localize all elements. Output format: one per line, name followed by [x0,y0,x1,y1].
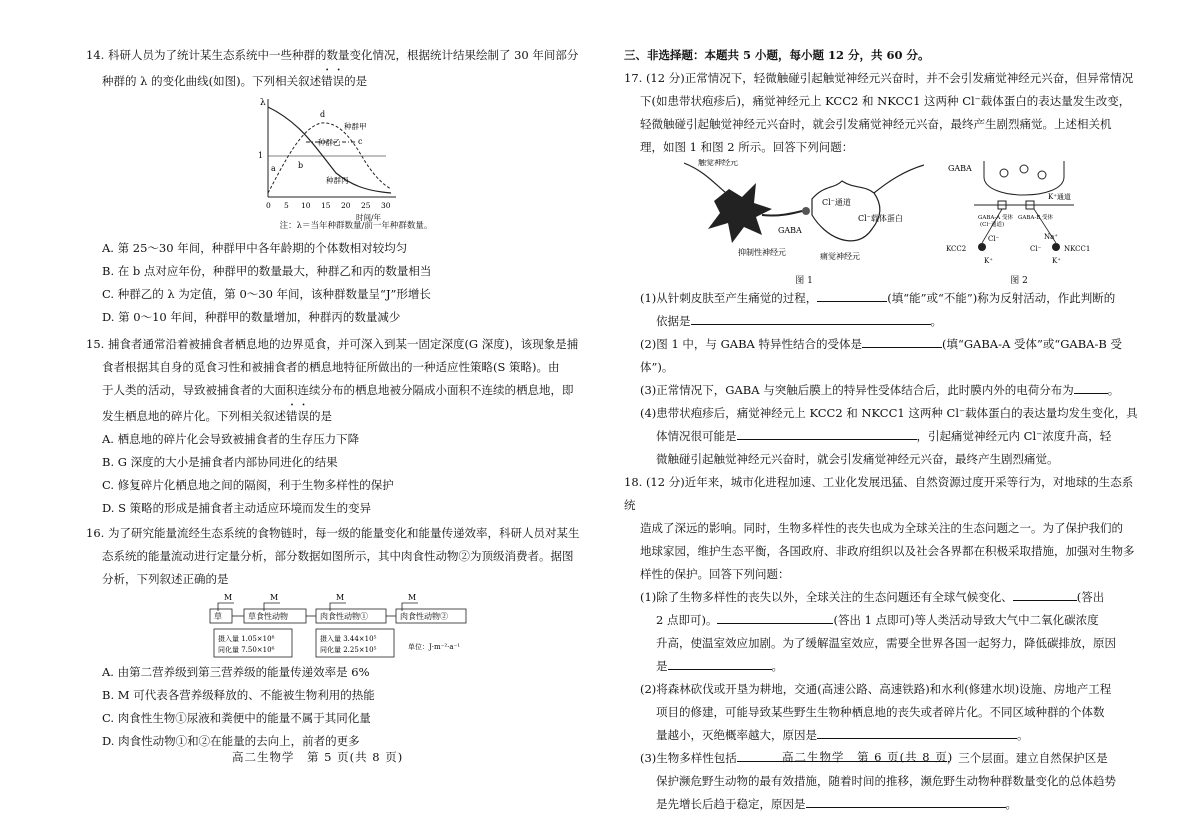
q17-sub4-line2: 体情况很可能是 ，引起痛觉神经元内 Cl⁻浓度升高，轻 [656,429,1112,443]
x-axis-label: 时间/年 [356,213,382,222]
fig2-caption: 图 2 [1010,276,1028,286]
q14-chart-svg [246,93,446,223]
q17-line2: 下(如患带状疱疹后)，痛觉神经元上 KCC2 和 NKCC1 这两种 Cl⁻载体蛋白的表达量发生改变， [640,94,1131,108]
q17-sub1-line1: (1)从针刺皮肤至产生痛觉的过程， (填“能”或“不能”)称为反射活动，作此判断的 [640,291,1116,305]
q16-option-d[interactable]: D. 肉食性动物①和②在能量的去向上，前者的更多 [102,734,360,748]
q18-sub1-line3: 升高，使温室效应加剧。为了缓解温室效应，需要全世界各国一起努力，降低碳排放，原因 [656,636,1116,650]
unit-label: 单位：J·m⁻²·a⁻¹ [408,643,461,651]
node-herbivore: 草食性动物 [248,612,288,621]
q17-line3: 轻微触碰引起触觉神经元兴奋时，就会引发痛觉神经元兴奋，最终产生剧烈痛觉。上述相关机 [640,117,1112,131]
x-tick-15: 15 [321,201,331,210]
fig1-label-cl-channel: Cl⁻通道 [822,198,851,207]
q14-emphasis: 错误 [321,74,345,88]
fig2-label-gaba-a: GABA-A 受体 [978,215,1013,221]
q16-option-b[interactable]: B. M 可代表各营养级释放的、不能被生物利用的热能 [102,688,375,702]
fig2-label-k-channel: K⁺通道 [1048,193,1071,201]
node-carnivore1: 肉食性动物① [320,612,368,621]
q18-sub3-line3: 是先增长后趋于稳定，原因是 。 [656,797,1017,811]
fig1-synapse [802,207,810,215]
m-label-3: M [336,593,345,602]
q18-sub1-blank1[interactable] [1013,588,1077,601]
q18-line3: 地球家园，维护生态平衡，各国政府、非政府组织以及社会各界都在积极采取措施，加强对生物多 [640,544,1135,558]
q18-sub2-line2: 项目的修建，可能导致某些野生生物种栖息地的丧失或者碎片化。不同区域种群的个体数 [656,705,1105,719]
q16-line2: 态系统的能量流动进行定量分析，部分数据如图所示，其中肉食性动物②为顶级消费者。据图 [102,549,574,563]
m-arrows [218,603,418,611]
fig2-label-cl-left: Cl⁻ [988,235,1000,243]
q17-sub1-blank2[interactable] [691,312,931,325]
q15-emphasis: 错误 [286,409,309,423]
q15-option-b[interactable]: B. G 深度的大小是捕食者内部协同进化的结果 [102,455,338,469]
q16-line3: 分析，下列叙述正确的是 [102,572,229,586]
q15-option-d[interactable]: D. S 策略的形成是捕食者主动适应环境而发生的变异 [102,501,372,515]
right-page [624,44,1144,816]
q17-figures [684,159,1144,287]
fig2-label-kcc2: KCC2 [946,245,967,253]
fig1-label-gaba: GABA [778,226,802,235]
q18-sub1-blank2[interactable] [717,611,833,624]
q18-sub2-line1: (2)将森林砍伐或开垦为耕地，交通(高速公路、高速铁路)和水利(修建水坝)设施、房地产工程 [640,682,1112,696]
q14-stem-line2: 种群的 λ 的变化曲线(如图)。下列相关叙述错误的是 [102,74,368,88]
q15-option-c[interactable]: C. 修复碎片化栖息地之间的隔阂，利于生物多样性的保护 [102,478,394,492]
q18-sub1-line2: 2 点即可)。 (答出 1 点即可)等人类活动导致大气中二氧化碳浓度 [656,613,1099,627]
label-jia: 种群甲 [344,122,367,131]
q14-note: 注：λ＝当年种群数量/前一年种群数量。 [279,221,433,231]
fig2-label-cl-right: Cl⁻ [1030,245,1042,253]
fig2-presynaptic [984,161,1064,195]
x-tick-10: 10 [301,201,311,210]
q18-sub2-blank[interactable] [817,726,1017,739]
fig2-svg [944,159,1094,271]
fig1-pain-axon [874,165,924,193]
q17-sub4-blank[interactable] [737,427,917,440]
m-label-1: M [224,593,233,602]
q17-sub4-line1: (4)患带状疱疹后，痛觉神经元上 KCC2 和 NKCC1 这两种 Cl⁻载体蛋白的表达量均发生变化，具 [640,406,1138,420]
fig1-label-carrier: Cl⁻载体蛋白 [858,214,903,223]
m-labels [224,593,416,602]
x-tick-25: 25 [361,201,371,210]
q14-option-d[interactable]: D. 第 0～10 年间，种群甲的数量增加，种群丙的数量减少 [102,310,401,324]
fig2-label-k-right: K⁺ [1052,257,1061,265]
point-b: b [298,161,304,170]
m-label-2: M [270,593,279,602]
q17-line4: 理，如图 1 和图 2 所示。回答下列问题： [640,140,854,154]
box2-assimilation: 同化量 2.25×10⁵ [320,646,377,654]
q18-line1: 18. (12 分)近年来，城市化进程加速、工业化发展迅猛、自然资源过度开采等行为，对地球的生态系统 [624,475,1134,512]
q18-line2: 造成了深远的影响。同时，生物多样性的丧失也成为全球关注的生态问题之一。为了保护我们的 [640,521,1123,535]
fig1-pain-neuron [812,181,880,241]
fig2-nkcc1 [1052,243,1060,251]
q16-option-c[interactable]: C. 肉食性生物①尿液和粪便中的能量不属于其同化量 [102,711,371,725]
node-carnivore2: 肉食性动物② [400,612,448,621]
point-c: c [358,137,363,146]
fig1-svg [684,159,924,271]
fig2-vesicle-2 [1020,165,1028,173]
q17-figure-1 [684,159,924,287]
fig1-sensory-axon [684,163,726,193]
x-tick-30: 30 [381,201,391,210]
q16-energy-diagram [204,591,534,661]
fig2-vesicle-3 [1038,171,1046,179]
q17-sub3: (3)正常情况下，GABA 与突触后膜上的特异性受体结合后，此时膜内外的电荷分布为 。 [640,383,1120,397]
fig1-label-inhibitory: 抑制性神经元 [738,248,786,257]
fig2-label-na: Na⁺ [1044,233,1058,241]
q18-sub1-line1: (1)除了生物多样性的丧失以外，全球关注的生态问题还有全球气候变化、 (答出 [640,590,1105,604]
fig2-label-gaba-b: GABA-B 受体 [1018,215,1054,221]
q15-line1: 15. 捕食者通常沿着被捕食者栖息地的边界觅食，并可深入到某一固定深度(G 深度)，该现象是捕 [86,337,579,351]
q16-option-a[interactable]: A. 由第二营养级到第三营养级的能量传递效率是 6% [102,665,370,679]
point-d: d [320,110,326,119]
q14-option-b[interactable]: B. 在 b 点对应年份，种群甲的数量最大，种群乙和丙的数量相当 [102,264,432,278]
q18-sub1-blank3[interactable] [668,657,772,670]
q15-line3: 于人类的活动，导致被捕食者的大面积连续分布的栖息地被分隔成小面积不连续的栖息地，即 [102,383,574,397]
fig2-label-gaba: GABA [948,164,972,173]
q16-diagram-svg [204,591,534,661]
q17-sub4-line3: 微触碰引起触觉神经元兴奋时，就会引发痛觉神经元兴奋，最终产生剧烈痛觉。 [656,452,1059,466]
fig2-label-k-left: K⁺ [984,257,993,265]
y-axis-label: λ [260,98,266,108]
q18-sub1-line4: 是 。 [656,659,783,673]
fig2-kcc2 [978,243,986,251]
fig2-label-cl-channel: (Cl⁻通道) [980,222,1005,228]
q17-sub3-blank[interactable] [1074,381,1108,394]
footer-right: 高二生物学 第 6 页(共 8 页) [782,750,954,764]
section-3-heading: 三、非选择题：本题共 5 小题，每小题 12 分，共 60 分。 [624,48,930,62]
fig1-label-touch: 触觉神经元 [698,159,738,167]
q15-option-a[interactable]: A. 栖息地的碎片化会导致被捕食者的生存压力下降 [102,432,360,446]
x-tick-5: 5 [284,201,289,210]
point-a: a [271,164,276,173]
q18-line4: 样性的保护。回答下列问题： [640,567,790,581]
q18-sub3-line1: (3)生物多样性包括 ，三个层面。建立自然保护区是 [640,751,1108,765]
fig1-label-pain: 痛觉神经元 [820,252,860,261]
box1-assimilation: 同化量 7.50×10⁶ [218,646,275,654]
q18-sub3-line2: 保护濒危野生动物的最有效措施，随着时间的推移，濒危野生动物种群数量变化的总体趋势 [656,774,1116,788]
box2-intake: 摄入量 3.44×10⁵ [320,635,377,643]
m-label-4: M [408,593,417,602]
q14-option-c[interactable]: C. 种群乙的 λ 为定值，第 0～30 年间，该种群数量呈“J”形增长 [102,287,431,301]
q17-line1: 17. (12 分)正常情况下，轻微触碰引起触觉神经元兴奋时，并不会引发痛觉神经元兴奋，但异常情况 [624,71,1134,85]
label-yi: 种群乙 [318,138,341,147]
y-tick-1: 1 [258,151,264,160]
fig1-caption: 图 1 [795,276,813,286]
q15-line2: 食者根据其自身的觅食习性和被捕食者的栖息地特征所做出的一种适应性策略(S 策略)。由 [102,360,560,374]
q17-sub1-line2: 依据是 。 [656,314,942,328]
fig1-inhibitory-neuron [708,183,772,243]
left-page [86,44,586,753]
q17-sub2: (2)图 1 中，与 GABA 特异性结合的受体是 (填“GABA-A 受体”或“GABA-B 受体”)。 [640,337,1122,374]
box1-intake: 摄入量 1.05×10⁸ [218,635,275,643]
fig1-axon [762,211,802,216]
q17-sub2-blank[interactable] [862,335,942,348]
q17-sub1-blank1[interactable] [817,289,887,302]
q14-lambda-chart [246,93,446,223]
q16-line1: 16. 为了研究能量流经生态系统的食物链时，每一级的能量变化和能量传递效率，科研人员对某生 [86,526,580,540]
q15-line4: 发生栖息地的碎片化。下列相关叙述错误的是 [102,409,332,423]
node-grass: 草 [214,612,222,621]
q14-option-a[interactable]: A. 第 25～30 年间，种群甲中各年龄期的个体数相对较均匀 [102,241,408,255]
fig2-label-nkcc1: NKCC1 [1064,245,1091,253]
x-tick-20: 20 [341,201,351,210]
footer-left: 高二生物学 第 5 页(共 8 页) [232,750,404,764]
label-bing: 种群丙 [326,176,349,185]
fig2-vesicle-1 [1000,169,1008,177]
q14-stem-line1: 14. 科研人员为了统计某生态系统中一些种群的数量变化情况，根据统计结果绘制了 30 年间部分 [86,48,579,62]
x-tick-0: 0 [266,201,271,210]
q17-figure-2 [944,159,1094,287]
q18-sub2-line3: 量越小，灭绝概率越大，原因是 。 [656,728,1029,742]
